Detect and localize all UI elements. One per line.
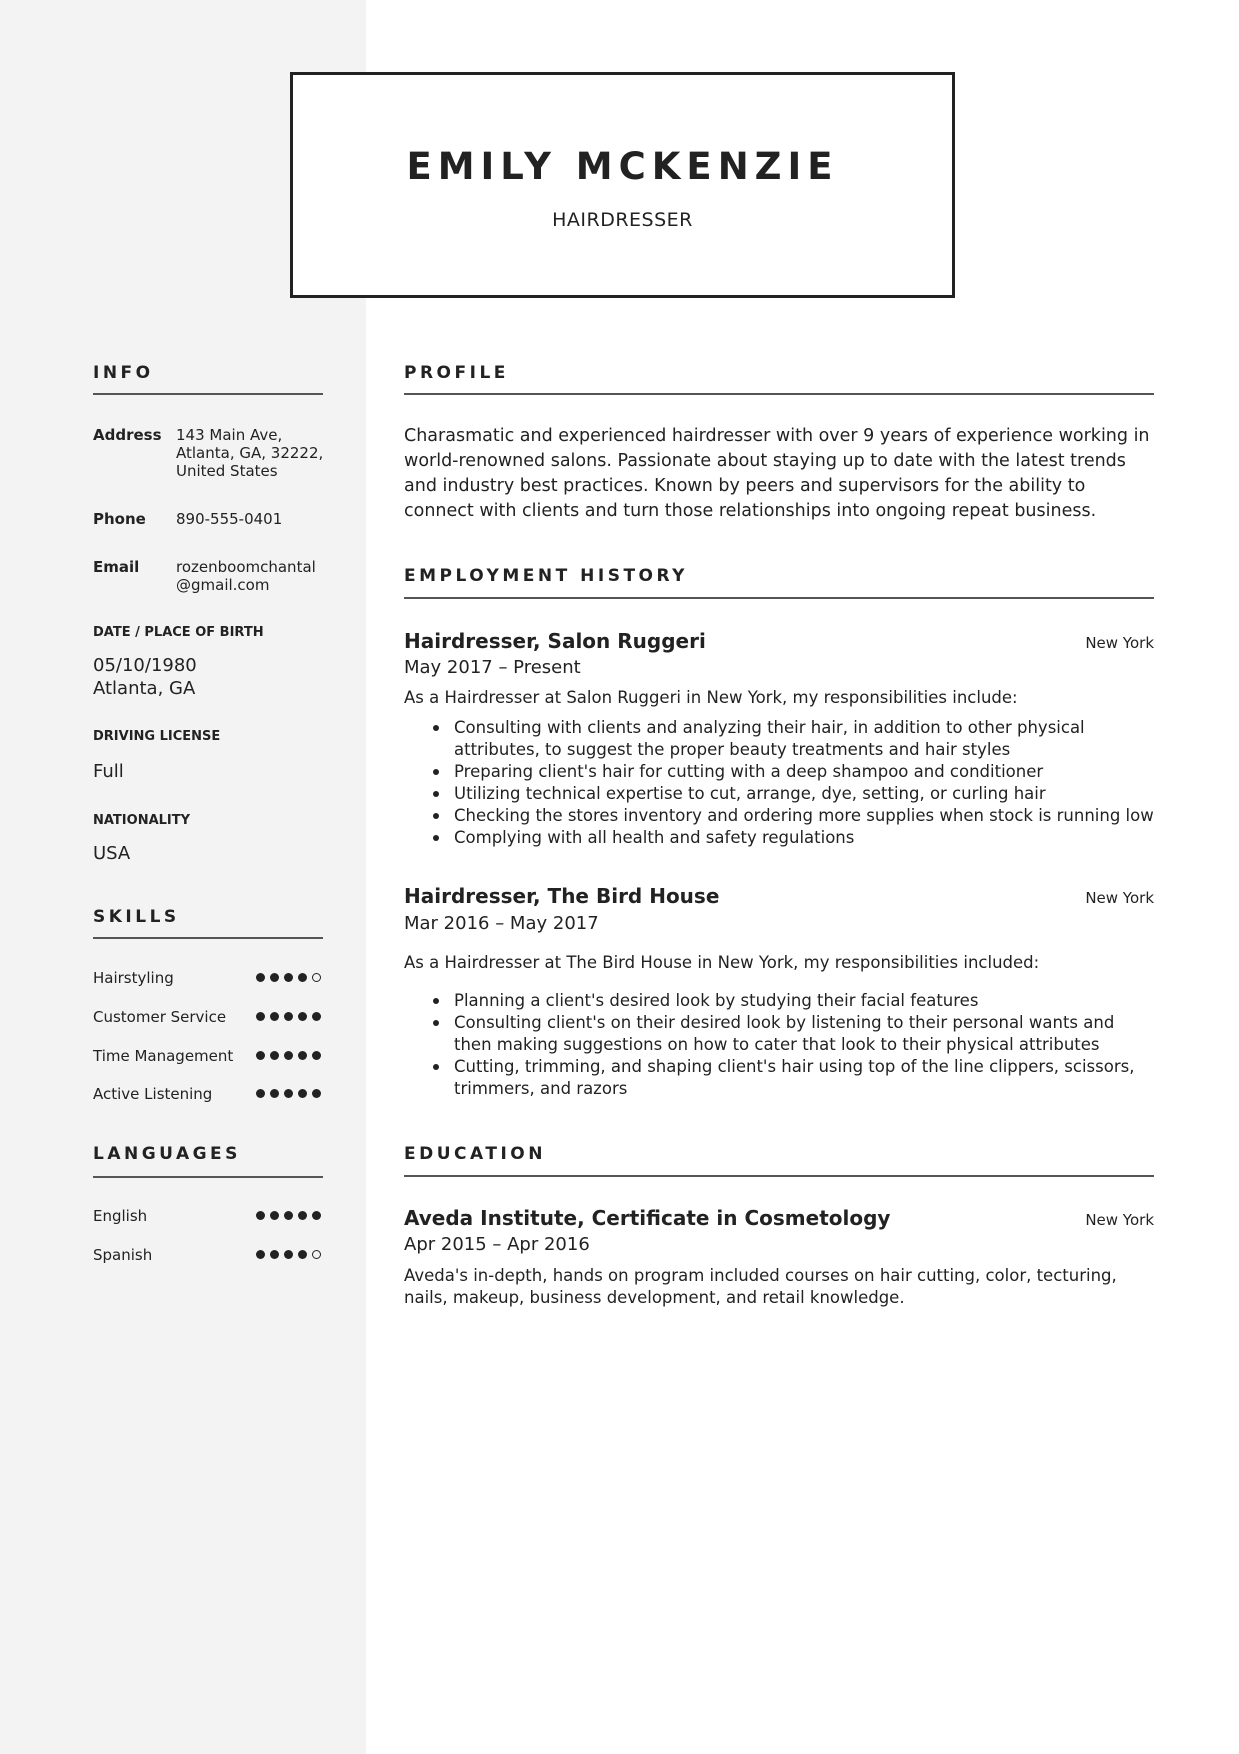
divider bbox=[404, 1175, 1154, 1177]
bullet-item: Checking the stores inventory and ordering more supplies when stock is running low bbox=[404, 805, 1154, 827]
license-label: DRIVING LICENSE bbox=[93, 729, 221, 744]
filled-dot-icon bbox=[270, 1012, 279, 1021]
filled-dot-icon bbox=[312, 1051, 321, 1060]
filled-dot-icon bbox=[312, 1089, 321, 1098]
education-dates: Apr 2015 – Apr 2016 bbox=[404, 1234, 590, 1255]
filled-dot-icon bbox=[270, 1089, 279, 1098]
filled-dot-icon bbox=[284, 1250, 293, 1259]
bullet-item: Consulting with clients and analyzing their hair, in addition to other physical attributes, to suggest the proper beauty treatments and hair styles bbox=[404, 717, 1154, 761]
bullet-item: Utilizing technical expertise to cut, arrange, dye, setting, or curling hair bbox=[404, 783, 1154, 805]
job-dates: Mar 2016 – May 2017 bbox=[404, 913, 599, 934]
job-dates: May 2017 – Present bbox=[404, 657, 581, 678]
filled-dot-icon bbox=[256, 1250, 265, 1259]
filled-dot-icon bbox=[312, 1211, 321, 1220]
bullet-item: Planning a client's desired look by studying their facial features bbox=[404, 990, 1154, 1012]
phone-label: Phone bbox=[93, 510, 146, 528]
job-intro: As a Hairdresser at The Bird House in New York, my responsibilities included: bbox=[404, 953, 1040, 972]
profile-text: Charasmatic and experienced hairdresser with over 9 years of experience working in world-renowned salons. Passionate about staying up to date with the latest trends and industry best practices. Known by peers and supervisors for the ability to connect with clients and turn those relationships into ongoing repeat business. bbox=[404, 426, 1150, 521]
bullet-item: Consulting client's on their desired look by listening to their personal wants and then making suggestions on how to cater that look to their physical attributes bbox=[404, 1012, 1154, 1056]
divider bbox=[93, 937, 323, 939]
filled-dot-icon bbox=[284, 1012, 293, 1021]
filled-dot-icon bbox=[284, 1051, 293, 1060]
education-title: Aveda Institute, Certificate in Cosmetology bbox=[404, 1206, 891, 1230]
info-heading: INFO bbox=[93, 363, 154, 383]
bullet-item: Preparing client's hair for cutting with a deep shampoo and conditioner bbox=[404, 761, 1154, 783]
birth-date: 05/10/1980 bbox=[93, 655, 197, 676]
education-description: Aveda's in-depth, hands on program included courses on hair cutting, color, tecturing, nails, makeup, business development, and retail knowledge. bbox=[404, 1266, 1117, 1307]
rating-dots bbox=[256, 1211, 321, 1220]
divider bbox=[404, 393, 1154, 395]
job-title: Hairdresser, The Bird House bbox=[404, 884, 720, 908]
job-bullets bbox=[404, 990, 1154, 1100]
filled-dot-icon bbox=[298, 1012, 307, 1021]
filled-dot-icon bbox=[298, 1211, 307, 1220]
license-value: Full bbox=[93, 761, 124, 782]
birth-place: Atlanta, GA bbox=[93, 678, 196, 699]
filled-dot-icon bbox=[270, 973, 279, 982]
filled-dot-icon bbox=[284, 973, 293, 982]
empty-dot-icon bbox=[312, 1250, 321, 1259]
bullet-item: Complying with all health and safety regulations bbox=[404, 827, 1154, 849]
address-label: Address bbox=[93, 426, 162, 444]
skills-item-name: Time Management bbox=[93, 1047, 234, 1065]
filled-dot-icon bbox=[298, 1051, 307, 1060]
skills-heading: SKILLS bbox=[93, 907, 180, 927]
email-label: Email bbox=[93, 558, 140, 576]
job-title: Hairdresser, Salon Ruggeri bbox=[404, 629, 706, 653]
job-location: New York bbox=[1085, 889, 1154, 907]
employment-heading: EMPLOYMENT HISTORY bbox=[404, 566, 688, 586]
email-line: @gmail.com bbox=[176, 576, 270, 594]
address-line: United States bbox=[176, 462, 278, 480]
profile-heading: PROFILE bbox=[404, 363, 509, 383]
bullet-item: Cutting, trimming, and shaping client's hair using top of the line clippers, scissors, trimmers, and razors bbox=[404, 1056, 1154, 1100]
education-heading: EDUCATION bbox=[404, 1144, 546, 1164]
job-intro: As a Hairdresser at Salon Ruggeri in New York, my responsibilities include: bbox=[404, 688, 1018, 707]
languages-item-name: English bbox=[93, 1207, 148, 1225]
address-line: Atlanta, GA, 32222, bbox=[176, 444, 324, 462]
filled-dot-icon bbox=[298, 1250, 307, 1259]
filled-dot-icon bbox=[298, 973, 307, 982]
filled-dot-icon bbox=[256, 1051, 265, 1060]
filled-dot-icon bbox=[256, 973, 265, 982]
birth-label: DATE / PLACE OF BIRTH bbox=[93, 625, 264, 640]
empty-dot-icon bbox=[312, 973, 321, 982]
full-name: EMILY MCKENZIE bbox=[406, 145, 839, 188]
filled-dot-icon bbox=[270, 1051, 279, 1060]
phone-value: 890-555-0401 bbox=[176, 510, 283, 528]
nationality-label: NATIONALITY bbox=[93, 813, 191, 828]
job-location: New York bbox=[1085, 634, 1154, 652]
rating-dots bbox=[256, 1012, 321, 1021]
job-title: HAIRDRESSER bbox=[552, 209, 693, 231]
divider bbox=[93, 393, 323, 395]
skills-item-name: Active Listening bbox=[93, 1085, 213, 1103]
job-bullets bbox=[404, 717, 1154, 849]
filled-dot-icon bbox=[256, 1211, 265, 1220]
education-location: New York bbox=[1085, 1211, 1154, 1229]
filled-dot-icon bbox=[256, 1089, 265, 1098]
divider bbox=[93, 1176, 323, 1178]
filled-dot-icon bbox=[284, 1089, 293, 1098]
languages-heading: LANGUAGES bbox=[93, 1144, 241, 1164]
name-header bbox=[290, 72, 955, 298]
filled-dot-icon bbox=[284, 1211, 293, 1220]
rating-dots bbox=[256, 1250, 321, 1259]
languages-item-name: Spanish bbox=[93, 1246, 153, 1264]
email-link[interactable] bbox=[176, 558, 316, 594]
address-value bbox=[176, 426, 323, 480]
filled-dot-icon bbox=[298, 1089, 307, 1098]
filled-dot-icon bbox=[270, 1211, 279, 1220]
divider bbox=[404, 597, 1154, 599]
email-line: rozenboomchantal bbox=[176, 558, 316, 576]
filled-dot-icon bbox=[256, 1012, 265, 1021]
rating-dots bbox=[256, 1089, 321, 1098]
rating-dots bbox=[256, 973, 321, 982]
skills-item-name: Customer Service bbox=[93, 1008, 227, 1026]
filled-dot-icon bbox=[270, 1250, 279, 1259]
skills-item-name: Hairstyling bbox=[93, 969, 174, 987]
filled-dot-icon bbox=[312, 1012, 321, 1021]
nationality-value: USA bbox=[93, 843, 131, 864]
address-line: 143 Main Ave, bbox=[176, 426, 283, 444]
rating-dots bbox=[256, 1051, 321, 1060]
